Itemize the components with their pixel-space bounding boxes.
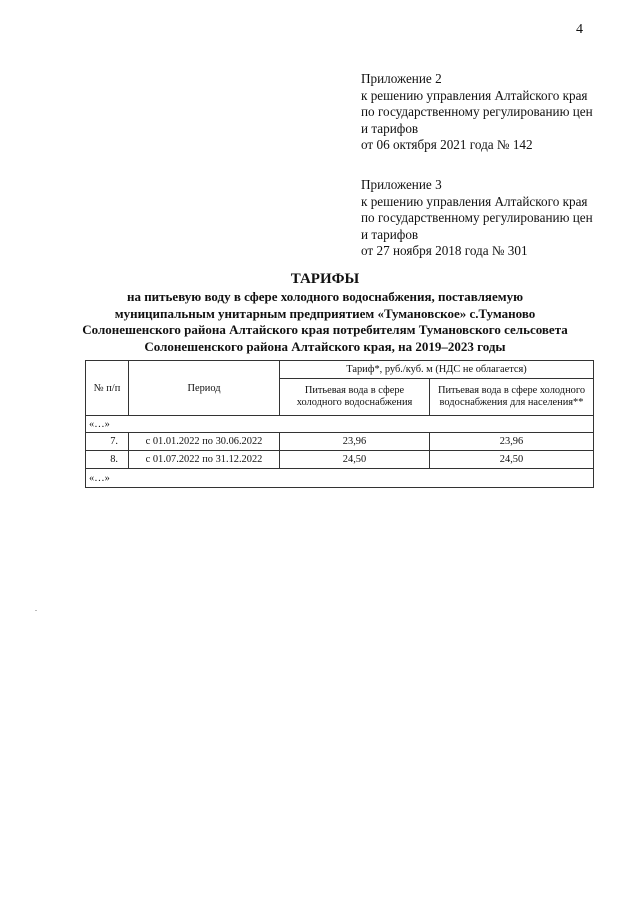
title-line: муниципальным унитарным предприятием «Тумановское» с.Туманово [114,305,536,321]
cell-period: с 01.07.2022 по 31.12.2022 [129,451,280,469]
appendix-2-block [361,71,593,154]
ellipsis-cell: «…» [86,469,594,488]
cell-population: 24,50 [430,451,594,469]
header-number: № п/п [86,361,129,416]
header-drinking-water-population: Питьевая вода в сфере холодного водоснабжения для населения** [430,379,594,416]
title-line: Солонешенского района Алтайского края, на 2019–2023 годы [144,338,506,354]
appendix-3-line: Приложение 3 [361,177,442,192]
title-line: Солонешенского района Алтайского края потребителям Тумановского сельсовета [82,322,568,338]
document-title [60,270,590,355]
header-drinking-water: Питьевая вода в сфере холодного водоснабжения [280,379,430,416]
table-row-ellipsis [86,469,594,488]
appendix-3-line: по государственному регулированию цен [361,210,593,226]
appendix-2-line: к решению управления Алтайского края [361,87,588,103]
tariffs-table [85,360,594,488]
cell-number: 7. [86,433,129,451]
appendix-2-line: и тарифов [361,120,419,136]
appendix-2-line: от 06 октября 2021 года № 142 [361,137,533,153]
title-main: ТАРИФЫ [290,271,360,287]
page-number: 4 [576,22,583,37]
cell-period: с 01.01.2022 по 30.06.2022 [129,433,280,451]
appendix-3-line: и тарифов [361,226,419,242]
appendix-2-line: Приложение 2 [361,71,442,86]
cell-water: 23,96 [280,433,430,451]
header-tariff: Тариф*, руб./куб. м (НДС не облагается) [280,361,594,379]
scan-mark [35,610,37,611]
table-row [86,451,594,469]
cell-water: 24,50 [280,451,430,469]
cell-population: 23,96 [430,433,594,451]
table-row [86,433,594,451]
table-header-row [86,361,594,379]
title-line: на питьевую воду в сфере холодного водоснабжения, поставляемую [126,289,524,304]
appendix-2-line: по государственному регулированию цен [361,104,593,120]
appendix-3-block [361,177,593,260]
appendix-3-line: от 27 ноября 2018 года № 301 [361,243,528,259]
table-row-ellipsis [86,416,594,433]
appendix-3-line: к решению управления Алтайского края [361,193,588,209]
cell-number: 8. [86,451,129,469]
ellipsis-cell: «…» [86,416,594,433]
header-period: Период [129,361,280,416]
